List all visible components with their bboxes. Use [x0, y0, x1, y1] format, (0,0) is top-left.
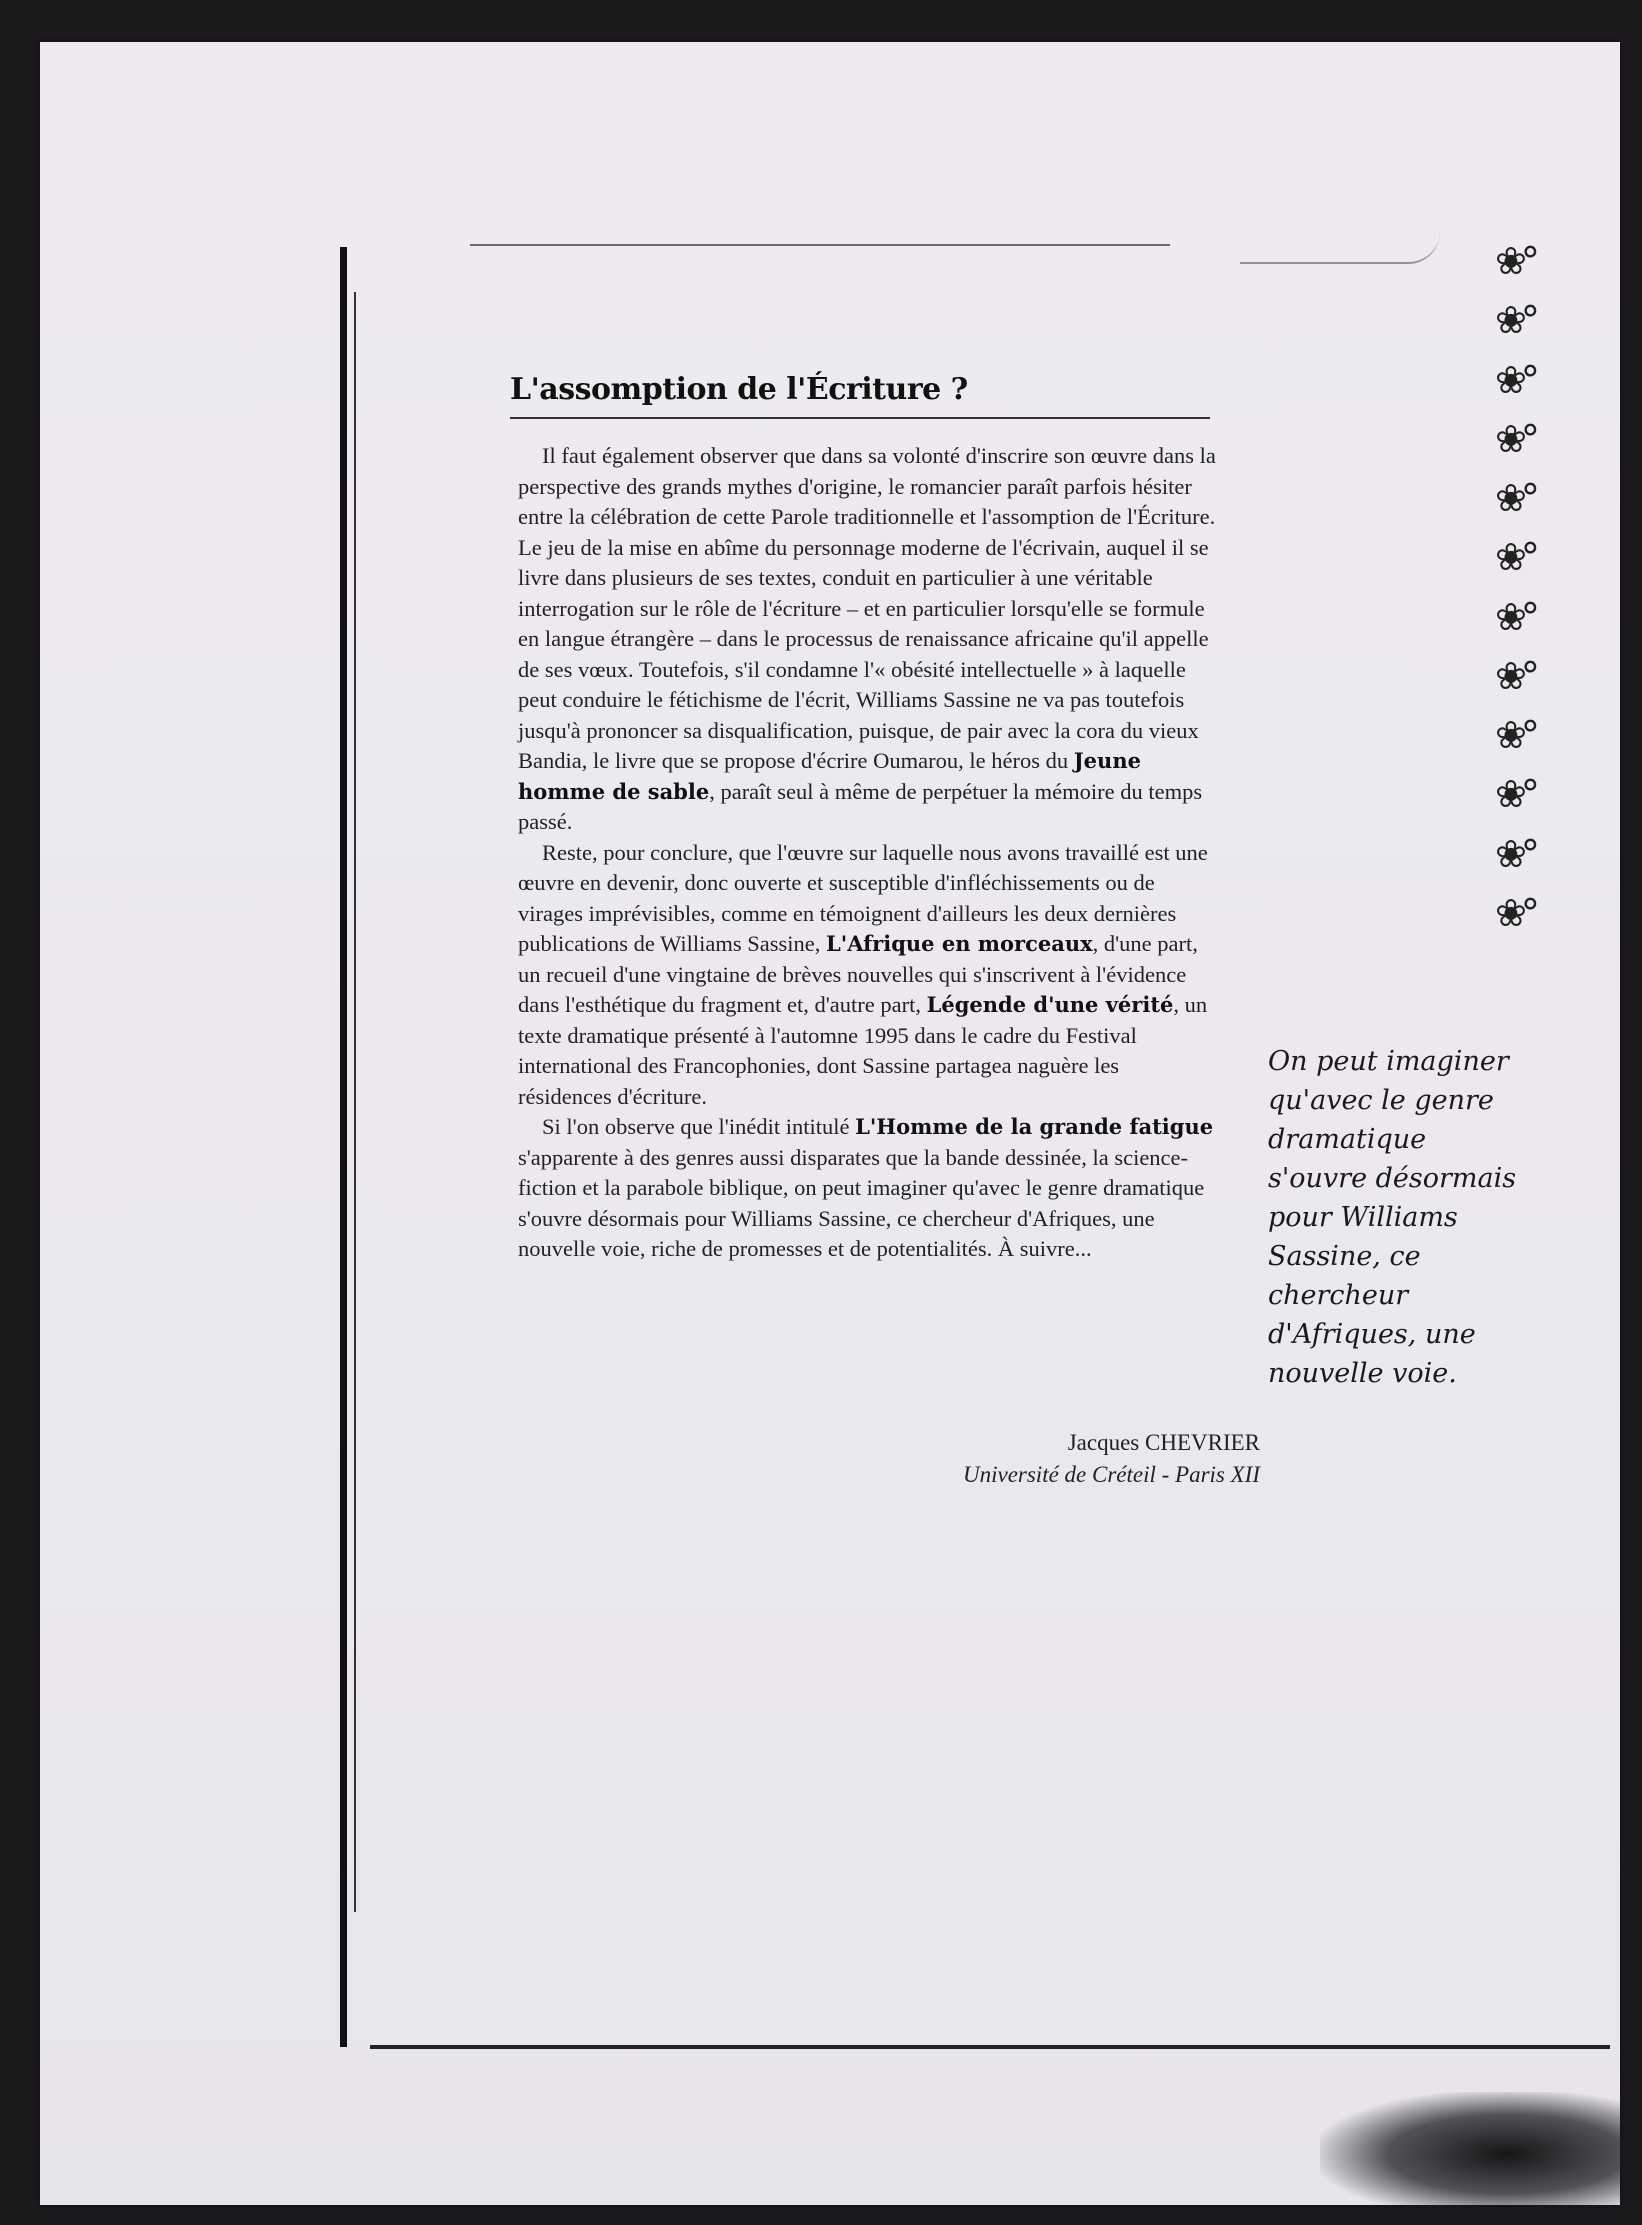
top-rule [470, 244, 1170, 246]
signature-block [780, 1427, 1260, 1491]
article [480, 372, 1220, 1265]
flower-ornament-icon: ❀° [1495, 357, 1534, 402]
flower-ornament-icon: ❀° [1495, 535, 1534, 580]
pull-quote: On peut imaginer qu'avec le genre dramatique s'ouvre désormais pour Williams Sassine, ce chercheur d'Afriques, une nouvelle voie. [1268, 1046, 1517, 1389]
flower-ornament-icon: ❀° [1495, 239, 1534, 283]
flower-ornament-icon: ❀° [1495, 476, 1534, 521]
book-title: Légende d'une vérité [926, 992, 1174, 1017]
book-title: Jeune homme de sable [518, 748, 1141, 804]
article-body [518, 441, 1218, 1265]
paragraph: Si l'on observe que l'inédit intitulé L'Homme de la grande fatigue s'apparente à des genres aussi disparates que la bande dessinée, la science-fiction et la parabole biblique, on peut imaginer qu'avec le genre dramatique s'ouvre désormais pour Williams Sassine, ce chercheur d'Afriques, une nouvelle voie, riche de promesses et de potentialités. À suivre... [518, 1114, 1214, 1261]
left-frame-inner-line [354, 292, 356, 1912]
flower-ornament-icon: ❀° [1495, 416, 1534, 461]
flower-ornament-icon: ❀° [1495, 594, 1534, 639]
author-affiliation: Université de Créteil - Paris XII [962, 1462, 1260, 1487]
article-title: L'assomption de l'Écriture ? [510, 372, 968, 407]
paragraph: Reste, pour conclure, que l'œuvre sur laquelle nous avons travaillé est une œuvre en devenir, donc ouverte et susceptible d'infléchissements ou de virages imprévisibles, comme en témoignent d'ailleurs les deux dernières publications de Williams Sassine, L'Afrique en morceaux, d'une part, un recueil d'une vingtaine de brèves nouvelles qui s'inscrivent à l'évidence dans l'esthétique du fragment et, d'autre part, Légende d'une vérité, un texte dramatique présenté à l'automne 1995 dans le cadre du Festival international des Francophonies, dont Sassine partagea naguère les résidences d'écriture. [518, 839, 1208, 1109]
flower-ornament-icon: ❀° [1495, 831, 1534, 876]
left-frame-border [340, 247, 347, 2047]
flower-ornament-icon: ❀° [1495, 890, 1534, 935]
book-title: L'Afrique en morceaux [826, 931, 1093, 956]
paragraph: Il faut également observer que dans sa volonté d'inscrire son œuvre dans la perspective des grands mythes d'origine, le romancier paraît parfois hésiter entre la célébration de cette Parole traditionnelle et l'assomption de l'Écriture. Le jeu de la mise en abîme du personnage moderne de l'écrivain, auquel il se livre dans plusieurs de ses textes, conduit en particulier à une véritable interrogation sur le rôle de l'écriture – et en particulier lorsqu'elle se formule en langue étrangère – dans le processus de renaissance africaine qu'il appelle de ses vœux. Toutefois, s'il condamne l'« obésité intellectuelle » à laquelle peut conduire le fétichisme de l'écrit, Williams Sassine ne va pas toutefois jusqu'à prononcer sa disqualification, puisque, de pair avec la cora du vieux Bandia, le livre que se propose d'écrire Oumarou, le héros du Jeune homme de sable, paraît seul à même de perpétuer la mémoire du temps passé. [518, 443, 1216, 834]
pencil-mark [1240, 232, 1440, 264]
document-page [40, 42, 1620, 2205]
title-underline [510, 417, 1210, 419]
bottom-frame-border [370, 2045, 1610, 2049]
flower-ornament-icon: ❀° [1495, 653, 1534, 698]
flower-ornament-icon: ❀° [1495, 772, 1534, 817]
ink-smear [1320, 2092, 1620, 2205]
flower-ornament-icon: ❀° [1495, 298, 1534, 343]
flower-ornament-column [1495, 239, 1585, 935]
book-title: L'Homme de la grande fatigue [855, 1114, 1214, 1139]
flower-ornament-icon: ❀° [1495, 713, 1534, 758]
author-name: Jacques CHEVRIER [1067, 1430, 1260, 1455]
